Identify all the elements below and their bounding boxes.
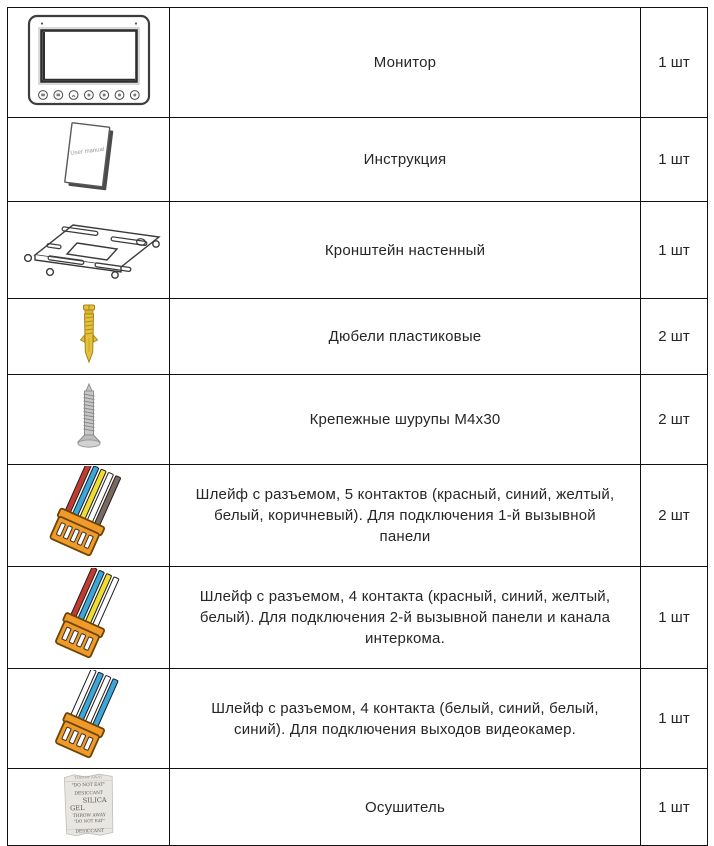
item-description: Монитор <box>170 8 641 118</box>
manual-image <box>56 120 122 194</box>
item-description: Осушитель <box>170 769 641 846</box>
table-row <box>8 375 708 465</box>
item-description: Шлейф с разъемом, 5 контактов (красный, синий, желтый, белый, коричневый). Для подключения 1-й вызывной панели <box>170 465 641 567</box>
item-image-cell <box>8 202 170 299</box>
item-description: Шлейф с разъемом, 4 контакта (белый, синий, белый, синий). Для подключения выходов видеокамер. <box>170 669 641 769</box>
plastic-dowel-image <box>79 304 99 364</box>
mounting-screw-image <box>76 383 102 451</box>
item-quantity: 1 шт <box>641 769 708 846</box>
cable-4pin-panel-image <box>45 568 133 662</box>
table-row <box>8 202 708 299</box>
item-image-cell <box>8 299 170 375</box>
desiccant-line: "DO NOT EAT" <box>71 782 105 788</box>
package-contents-table <box>7 7 708 846</box>
item-description: Крепежные шурупы М4х30 <box>170 375 641 465</box>
item-description: Шлейф с разъемом, 4 контакта (красный, синий, желтый, белый). Для подключения 2-й вызывной панели и канала интеркома. <box>170 567 641 669</box>
table-row <box>8 118 708 202</box>
item-description: Кронштейн настенный <box>170 202 641 299</box>
desiccant-line: DESICCANT <box>73 790 103 797</box>
item-quantity: 1 шт <box>641 8 708 118</box>
cable-5pin-image <box>43 466 135 560</box>
desiccant-line: DESICCANT <box>74 828 104 835</box>
item-image-cell <box>8 567 170 669</box>
desiccant-line: "DO NOT EAT" <box>73 817 105 824</box>
item-description: Инструкция <box>170 118 641 202</box>
item-quantity: 2 шт <box>641 375 708 465</box>
monitor-image <box>27 14 151 106</box>
desiccant-line: THROW AWAY <box>73 773 102 780</box>
table-row <box>8 669 708 769</box>
item-quantity: 2 шт <box>641 465 708 567</box>
desiccant-image <box>52 772 126 838</box>
item-image-cell <box>8 375 170 465</box>
desiccant-line: GEL <box>69 803 85 812</box>
table-row <box>8 8 708 118</box>
item-quantity: 2 шт <box>641 299 708 375</box>
table-row <box>8 299 708 375</box>
table-row <box>8 465 708 567</box>
item-image-cell <box>8 8 170 118</box>
item-image-cell <box>8 118 170 202</box>
manual-cover-label: User manual <box>69 146 105 157</box>
item-image-cell <box>8 669 170 769</box>
item-quantity: 1 шт <box>641 202 708 299</box>
item-image-cell <box>8 465 170 567</box>
cable-4pin-camera-image <box>45 670 133 762</box>
table-row <box>8 769 708 846</box>
item-quantity: 1 шт <box>641 567 708 669</box>
item-image-cell <box>8 769 170 846</box>
item-quantity: 1 шт <box>641 118 708 202</box>
desiccant-line: SILICA <box>82 795 107 805</box>
item-quantity: 1 шт <box>641 669 708 769</box>
desiccant-line: THROW AWAY <box>72 812 106 819</box>
table-row <box>8 567 708 669</box>
wall-bracket-image <box>15 213 163 283</box>
item-description: Дюбели пластиковые <box>170 299 641 375</box>
